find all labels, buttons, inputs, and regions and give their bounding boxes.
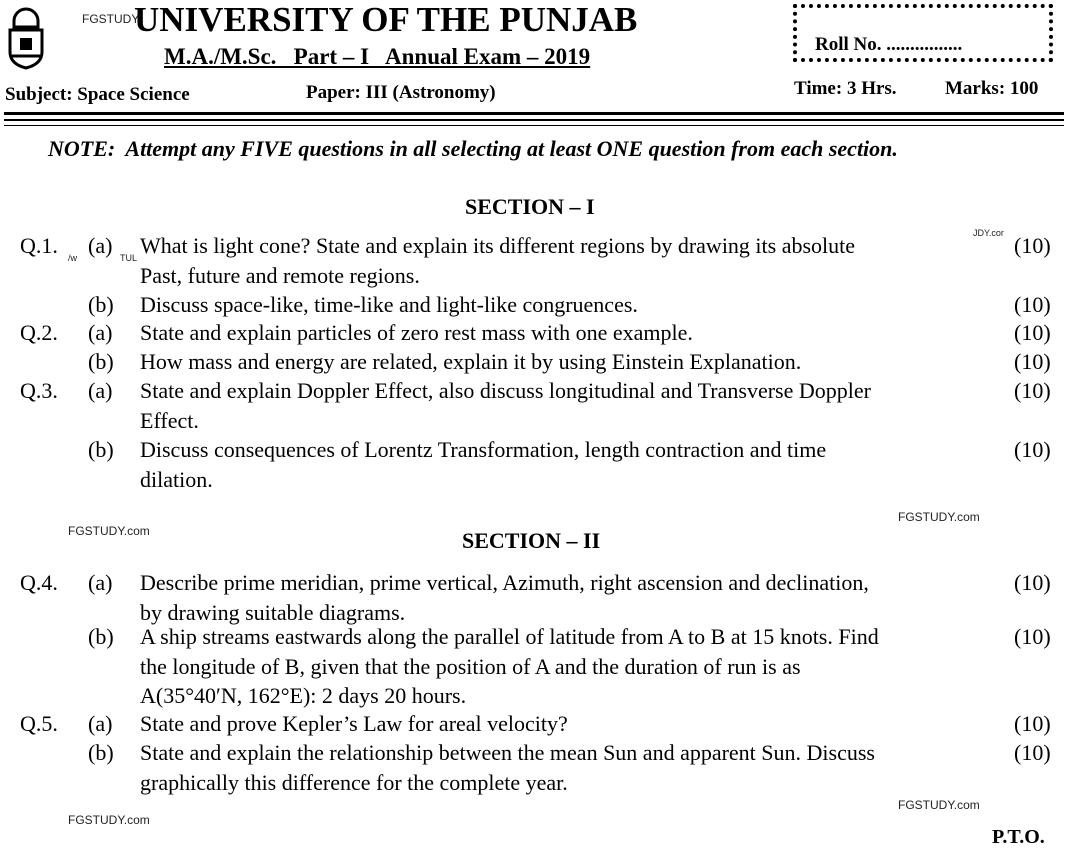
watermark: FGSTUDY (82, 12, 140, 26)
question-marks: (10) (1014, 233, 1051, 258)
question-part: (b) (88, 437, 114, 462)
question-number: Q.2. (20, 320, 58, 345)
question-marks: (10) (1014, 624, 1051, 649)
question-text: State and explain the relationship between the mean Sun and apparent Sun. Discuss (140, 740, 875, 765)
question-text: Effect. (140, 407, 199, 433)
roll-no-box (793, 4, 1053, 62)
question-part: (a) (88, 570, 113, 595)
question-marks: (10) (1014, 740, 1051, 765)
question-part: (b) (88, 349, 114, 374)
watermark: /w (68, 253, 77, 263)
question-marks: (10) (1014, 570, 1051, 595)
question-number: Q.4. (20, 570, 58, 595)
watermark: FGSTUDY.com (898, 510, 980, 524)
question-text: by drawing suitable diagrams. (140, 599, 406, 625)
university-title: UNIVERSITY OF THE PUNJAB (134, 0, 638, 39)
question-text: A ship streams eastwards along the parallel of latitude from A to B at 15 knots. Find (140, 624, 879, 649)
question-part: (b) (88, 740, 114, 765)
question-number: Q.3. (20, 378, 58, 403)
question-marks: (10) (1014, 711, 1051, 736)
question-part: (a) (88, 233, 113, 258)
time: Time: 3 Hrs. (794, 78, 897, 99)
question-marks: (10) (1014, 437, 1051, 462)
divider (4, 119, 1064, 121)
note: NOTE: Attempt any FIVE questions in all selecting at least ONE question from each section. (48, 136, 898, 161)
question-part: (b) (88, 292, 114, 317)
watermark: FGSTUDY.com (68, 813, 150, 827)
paper: Paper: III (Astronomy) (306, 82, 496, 103)
question-text: dilation. (140, 466, 213, 492)
question-part: (a) (88, 378, 113, 403)
exam-title: M.A./M.Sc. Part – I Annual Exam – 2019 (164, 44, 591, 69)
section-title: SECTION – I (465, 194, 595, 219)
watermark: TUL (120, 253, 138, 263)
question-number: Q.1. (20, 233, 58, 258)
question-text: Discuss space-like, time-like and light-like congruences. (140, 292, 638, 317)
watermark: FGSTUDY.com (68, 524, 150, 538)
question-text: Discuss consequences of Lorentz Transformation, length contraction and time (140, 437, 827, 462)
watermark: JDY.cor (973, 228, 1004, 238)
question-text: How mass and energy are related, explain it by using Einstein Explanation. (140, 349, 802, 374)
question-part: (b) (88, 624, 114, 649)
question-part: (a) (88, 711, 113, 736)
question-text: the longitude of B, given that the position of A and the duration of run is as (140, 653, 801, 679)
question-text: Describe prime meridian, prime vertical, Azimuth, right ascension and declination, (140, 570, 869, 595)
university-logo-icon (6, 6, 46, 70)
question-marks: (10) (1014, 378, 1051, 403)
watermark: FGSTUDY.com (898, 798, 980, 812)
question-text: graphically this difference for the complete year. (140, 769, 568, 795)
question-part: (a) (88, 320, 113, 345)
divider (4, 112, 1064, 115)
marks: Marks: 100 (945, 78, 1039, 99)
divider (4, 125, 1064, 126)
pto: P.T.O. (992, 826, 1045, 848)
question-text: State and explain particles of zero rest mass with one example. (140, 320, 693, 345)
question-marks: (10) (1014, 349, 1051, 374)
question-text: State and explain Doppler Effect, also discuss longitudinal and Transverse Doppler (140, 378, 871, 403)
roll-no-label: Roll No. ................ (815, 34, 963, 55)
section-title: SECTION – II (462, 528, 601, 553)
question-text: What is light cone? State and explain its different regions by drawing its absolute (140, 233, 856, 258)
question-marks: (10) (1014, 292, 1051, 317)
question-number: Q.5. (20, 711, 58, 736)
question-text: State and prove Kepler’s Law for areal velocity? (140, 711, 568, 736)
question-text: Past, future and remote regions. (140, 262, 420, 288)
question-marks: (10) (1014, 320, 1051, 345)
subject: Subject: Space Science (5, 84, 190, 105)
question-text: A(35°40′N, 162°E): 2 days 20 hours. (140, 683, 467, 708)
